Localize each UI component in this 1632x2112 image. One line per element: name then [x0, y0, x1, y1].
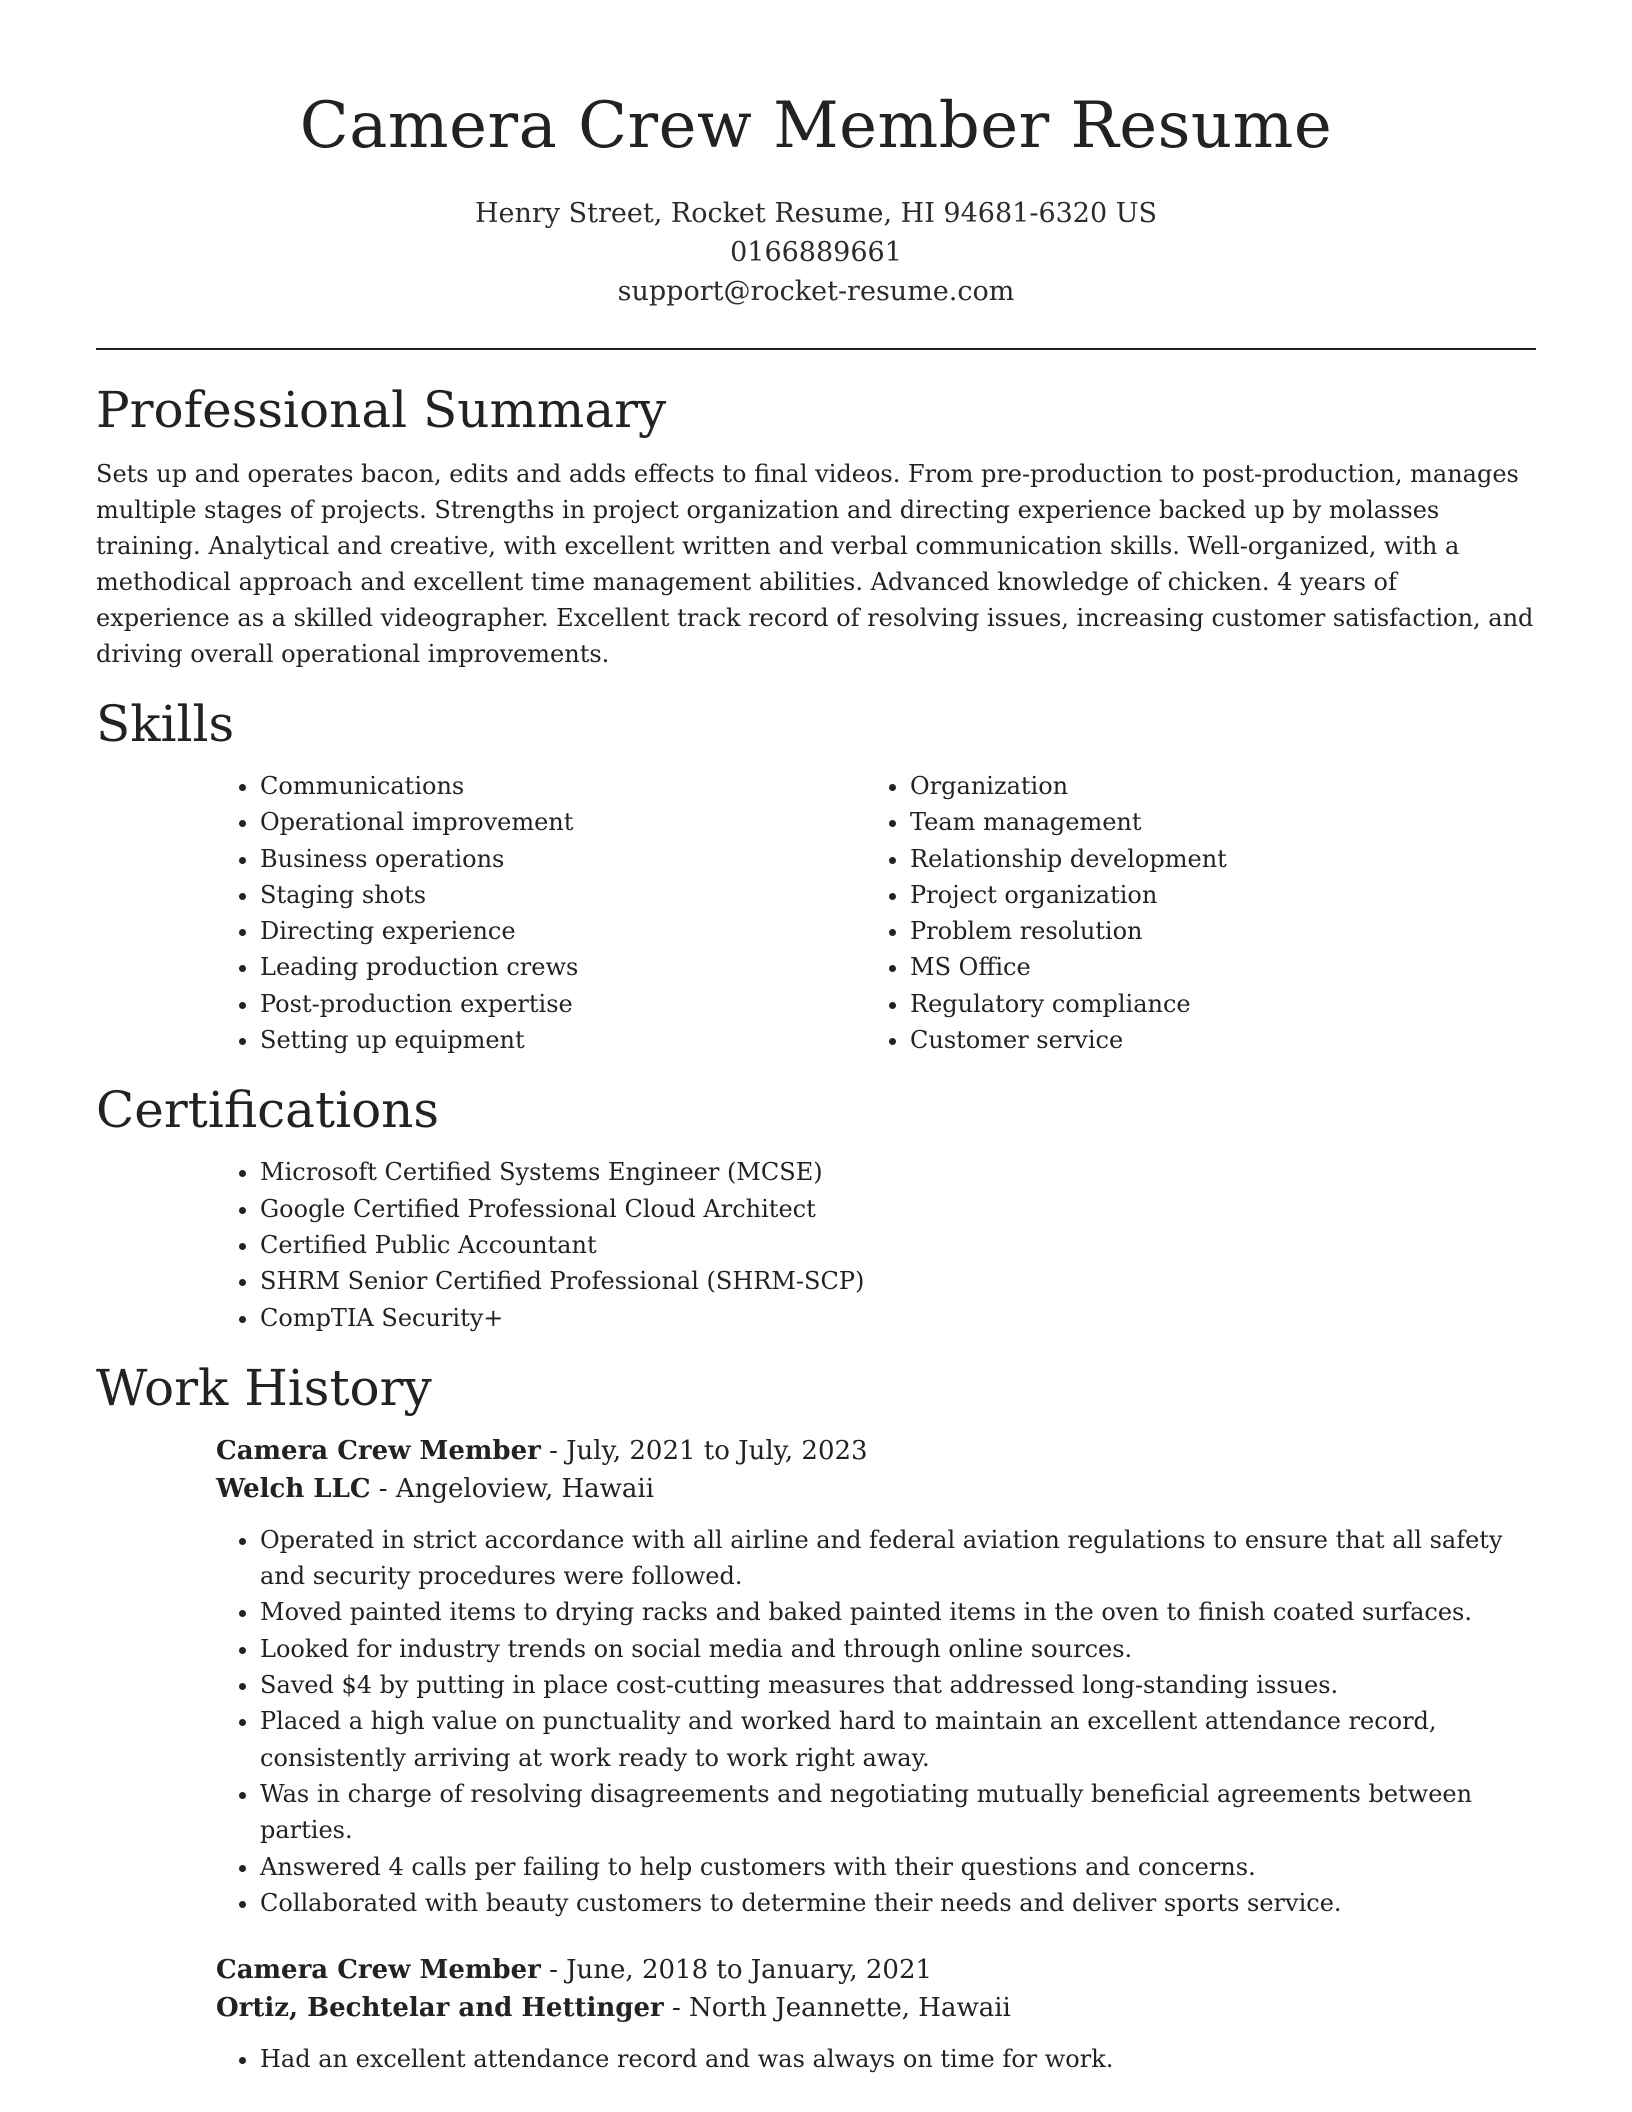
- job-bullets: [216, 1522, 1536, 1921]
- list-item: • Communications: [260, 768, 866, 804]
- skills-list-left: [216, 768, 866, 1058]
- skills-column-right: [866, 768, 1516, 1058]
- work-history-section: [96, 1358, 1536, 2078]
- job-dates: - June, 2018 to January, 2021: [540, 1955, 933, 1986]
- list-item: • Certified Public Accountant: [260, 1227, 1536, 1263]
- list-item: • Directing experience: [260, 913, 866, 949]
- list-item: • Looked for industry trends on social media and through online sources.: [260, 1631, 1536, 1667]
- summary-text: Sets up and operates bacon, edits and adds effects to final videos. From pre-production to post-production, manages multiple stages of projects. Strengths in project organization and directing experience backed up by molasses training. Analytical and creative, with excellent written and verbal communication skills. Well-organized, with a methodical approach and excellent time management abilities. Advanced knowledge of chicken. 4 years of experience as a skilled videographer. Excellent track record of resolving issues, increasing customer satisfaction, and driving overall operational improvements.: [96, 460, 1534, 668]
- list-item: • Was in charge of resolving disagreements and negotiating mutually beneficial agreements between parties.: [260, 1776, 1536, 1849]
- list-item: • Operated in strict accordance with all airline and federal aviation regulations to ensure that all safety and security procedures were followed.: [260, 1522, 1536, 1595]
- list-item: • Placed a high value on punctuality and worked hard to maintain an excellent attendance record, consistently arriving at work ready to work right away.: [260, 1703, 1536, 1776]
- job-location: - North Jeannette, Hawaii: [663, 1993, 1011, 2024]
- header-divider: [96, 348, 1536, 350]
- job-entry: [216, 1951, 1536, 2077]
- skills-list-right: [866, 768, 1516, 1058]
- email-text: support@rocket-resume.com: [617, 276, 1015, 307]
- job-title-line: [216, 1951, 1536, 1989]
- list-item: • Team management: [910, 804, 1516, 840]
- list-item: • Moved painted items to drying racks and baked painted items in the oven to finish coated surfaces.: [260, 1594, 1536, 1630]
- list-item: • Regulatory compliance: [910, 986, 1516, 1022]
- list-item: • Post-production expertise: [260, 986, 866, 1022]
- certifications-list: [216, 1154, 1536, 1335]
- list-item: • Problem resolution: [910, 913, 1516, 949]
- job-role: Camera Crew Member: [216, 1435, 541, 1466]
- list-item: • Collaborated with beauty customers to determine their needs and deliver sports service.: [260, 1885, 1536, 1921]
- list-item: • Answered 4 calls per failing to help customers with their questions and concerns.: [260, 1849, 1536, 1885]
- list-item: • SHRM Senior Certified Professional (SHRM-SCP): [260, 1263, 1536, 1299]
- list-item: • Had an excellent attendance record and was always on time for work.: [260, 2041, 1536, 2077]
- certifications-section: [96, 1080, 1536, 1335]
- list-item: • Project organization: [910, 877, 1516, 913]
- list-item: • Saved $4 by putting in place cost-cutting measures that addressed long-standing issues.: [260, 1667, 1536, 1703]
- resume-header: [96, 0, 1536, 311]
- job-entry: [216, 1432, 1536, 1921]
- list-item: • Operational improvement: [260, 804, 866, 840]
- list-item: • Business operations: [260, 841, 866, 877]
- job-dates: - July, 2021 to July, 2023: [540, 1435, 868, 1466]
- job-title-line: [216, 1432, 1536, 1470]
- work-history-heading: Work History: [96, 1358, 432, 1417]
- list-item: • CompTIA Security+: [260, 1300, 1536, 1336]
- list-item: • Google Certified Professional Cloud Architect: [260, 1191, 1536, 1227]
- list-item: • Customer service: [910, 1022, 1516, 1058]
- skills-heading: Skills: [96, 695, 235, 753]
- list-item: • Microsoft Certified Systems Engineer (MCSE): [260, 1154, 1536, 1190]
- resume-page: [96, 0, 1536, 2077]
- skills-section: [96, 694, 1536, 1058]
- list-item: • Relationship development: [910, 841, 1516, 877]
- summary-section: [96, 380, 1536, 672]
- job-bullets: [216, 2041, 1536, 2077]
- job-role: Camera Crew Member: [216, 1955, 541, 1986]
- address-text: Henry Street, Rocket Resume, HI 94681-6320 US: [474, 198, 1157, 229]
- summary-heading: Professional Summary: [96, 381, 667, 439]
- contact-info: [96, 194, 1536, 311]
- job-company: Ortiz, Bechtelar and Hettinger: [216, 1993, 664, 2024]
- list-item: • Setting up equipment: [260, 1022, 866, 1058]
- skills-column-left: [216, 768, 866, 1058]
- skills-grid: [216, 768, 1536, 1058]
- job-company: Welch LLC: [216, 1473, 371, 1504]
- job-company-line: [216, 1470, 1536, 1508]
- list-item: • Leading production crews: [260, 949, 866, 985]
- resume-title: Camera Crew Member Resume: [299, 89, 1333, 163]
- list-item: • Staging shots: [260, 877, 866, 913]
- list-item: • MS Office: [910, 949, 1516, 985]
- certifications-heading: Certifications: [96, 1081, 440, 1140]
- phone-text: 0166889661: [730, 237, 902, 268]
- job-location: - Angeloview, Hawaii: [370, 1473, 655, 1504]
- list-item: • Organization: [910, 768, 1516, 804]
- job-company-line: [216, 1989, 1536, 2027]
